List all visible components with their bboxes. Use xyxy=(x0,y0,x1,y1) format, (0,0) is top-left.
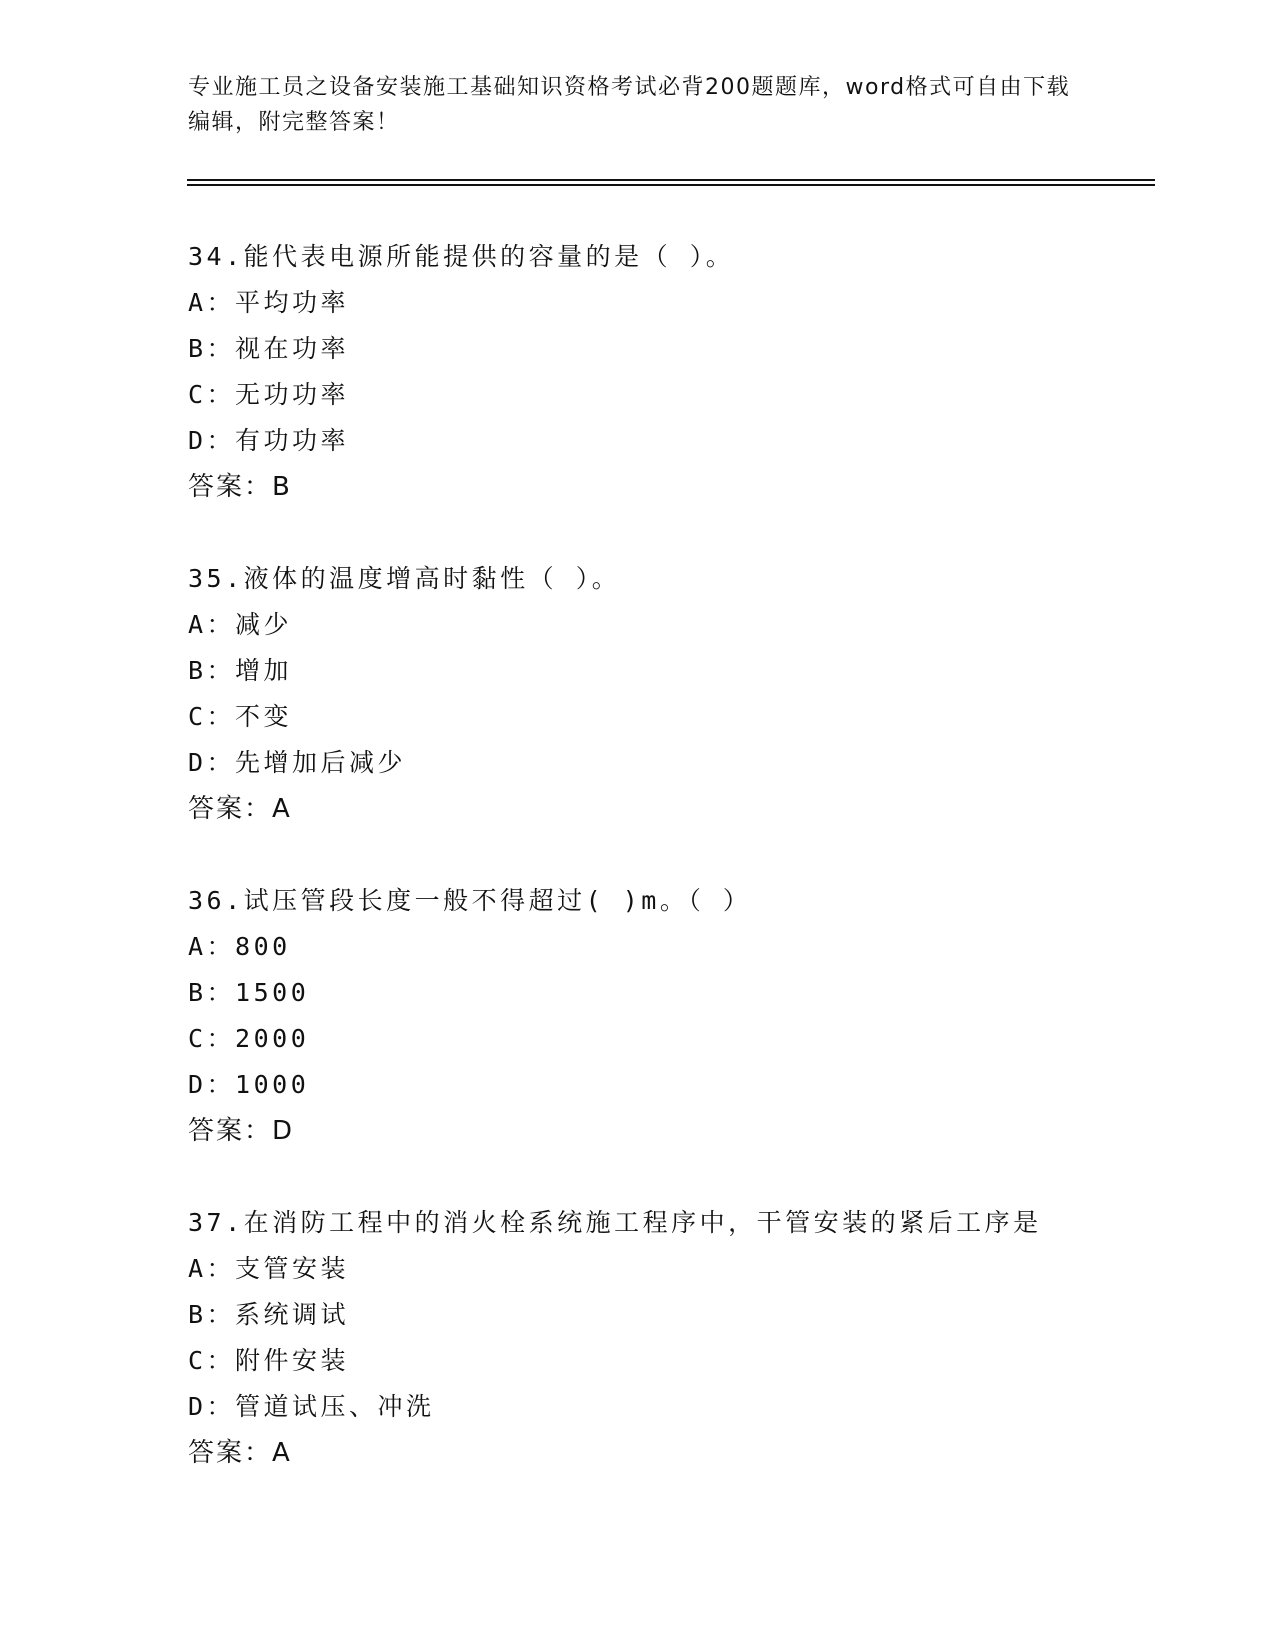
answer-line: 答案：B xyxy=(188,472,292,502)
option-d: D：有功功率 xyxy=(188,426,350,455)
question-35 xyxy=(188,556,1148,832)
option-c: C：无功功率 xyxy=(188,380,350,409)
question-list xyxy=(188,234,1148,1522)
option-a: A：平均功率 xyxy=(188,288,350,317)
option-b: B：增加 xyxy=(188,656,293,685)
option-a: A：支管安装 xyxy=(188,1254,350,1283)
option-c: C：附件安装 xyxy=(188,1346,350,1375)
option-d: D：先增加后减少 xyxy=(188,748,407,777)
question-stem: 34.能代表电源所能提供的容量的是（ ）。 xyxy=(188,242,735,271)
header-divider-top xyxy=(187,179,1155,181)
option-c: C：2000 xyxy=(188,1024,310,1053)
option-b: B：系统调试 xyxy=(188,1300,350,1329)
answer-line: 答案：A xyxy=(188,794,292,824)
question-36 xyxy=(188,878,1148,1154)
option-a: A：800 xyxy=(188,932,291,961)
answer-line: 答案：A xyxy=(188,1438,292,1468)
question-stem: 36.试压管段长度一般不得超过( )m。（ ） xyxy=(188,886,752,915)
option-d: D：管道试压、冲洗 xyxy=(188,1392,435,1421)
option-b: B：1500 xyxy=(188,978,310,1007)
question-stem: 37.在消防工程中的消火栓系统施工程序中，干管安装的紧后工序是 xyxy=(188,1208,1042,1237)
option-b: B：视在功率 xyxy=(188,334,350,363)
question-37 xyxy=(188,1200,1148,1476)
question-34 xyxy=(188,234,1148,510)
header-divider-bottom xyxy=(187,184,1155,186)
option-d: D：1000 xyxy=(188,1070,310,1099)
option-a: A：减少 xyxy=(188,610,293,639)
option-c: C：不变 xyxy=(188,702,293,731)
question-stem: 35.液体的温度增高时黏性（ ）。 xyxy=(188,564,621,593)
answer-line: 答案：D xyxy=(188,1116,295,1146)
document-header: 专业施工员之设备安装施工基础知识资格考试必背200题题库，word格式可自由下载编辑，附完整答案！ xyxy=(188,75,1071,135)
